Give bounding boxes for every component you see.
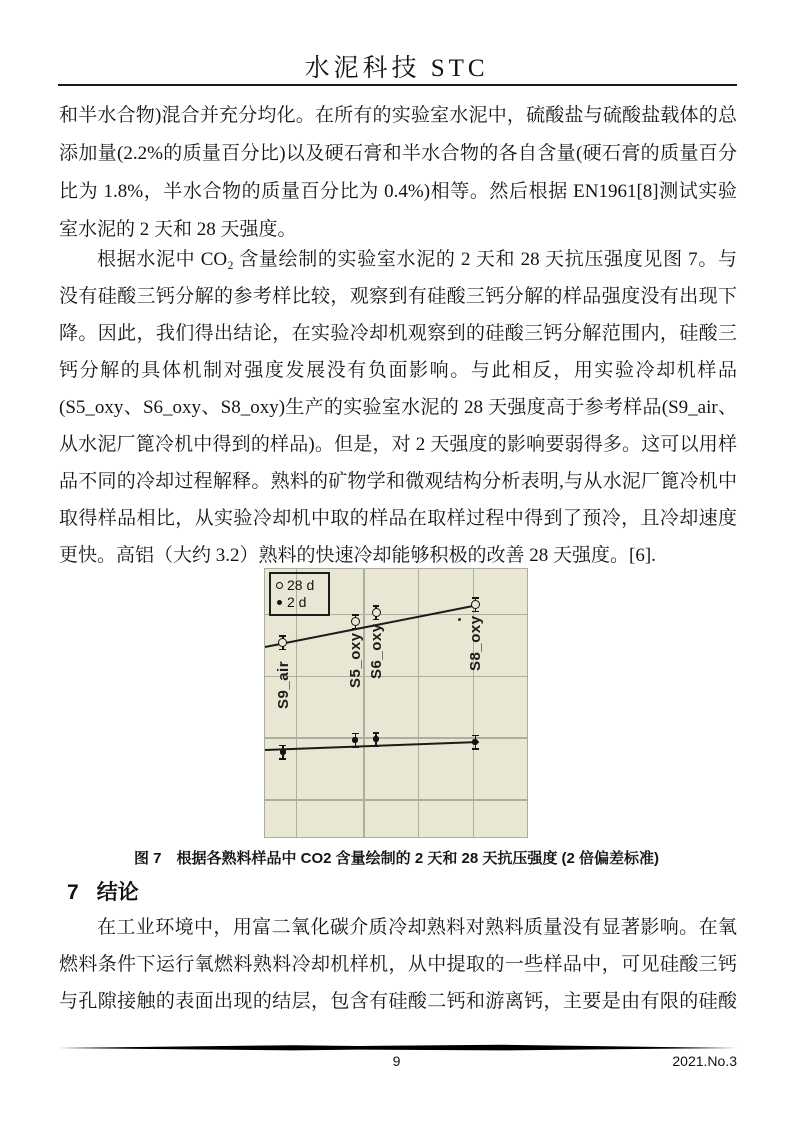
text-line: 钙分解的具体机制对强度发展没有负面影响。与此相反，用实验冷却机样品 (59, 360, 737, 381)
data-point-28d (372, 608, 381, 617)
paragraph-2 (59, 241, 737, 574)
page-number: 9 (392, 1053, 401, 1069)
section-heading (67, 876, 139, 906)
legend-label: 2 d (287, 594, 307, 610)
figure-plot (265, 569, 527, 837)
sample-label: S8_oxy (467, 615, 485, 671)
text-line: 在工业环境中，用富二氧化碳介质冷却熟料对熟料质量没有显著影响。在氧 (97, 917, 737, 938)
journal-title: 水泥科技 STC (304, 55, 489, 82)
data-point-28d (471, 600, 480, 609)
data-point-2d (352, 737, 358, 743)
gridline-horizontal (265, 799, 527, 801)
section-number: 7 (67, 881, 79, 904)
figure-7 (264, 568, 528, 838)
text-line: 燃料条件下运行氧燃料熟料冷却机样机，从中提取的一些样品中，可见硅酸三钙 (59, 954, 737, 975)
text-line: 室水泥的 2 天和 28 天强度。 (59, 219, 297, 240)
text-line: 取得样品相比，从实验冷却机中取的样品在取样过程中得到了预冷，且冷却速度 (59, 508, 737, 529)
text-line: 降。因此，我们得出结论，在实验冷却机观察到的硅酸三钙分解范围内，硅酸三 (59, 323, 737, 344)
gridline-vertical (418, 569, 420, 837)
header-rule (58, 84, 737, 86)
text-line: 从水泥厂篦冷机中得到的样品)。但是，对 2 天强度的影响要弱得多。这可以用样 (59, 434, 737, 455)
footer-rule (58, 1044, 737, 1052)
data-point-28d (278, 638, 287, 647)
filled-circle-marker-icon (277, 600, 282, 605)
legend-item-2d (276, 594, 326, 611)
text-line: 与孔隙接触的表面出现的结层，包含有硅酸二钙和游离钙，主要是由有限的硅酸 (59, 991, 737, 1012)
data-point-28d (351, 617, 360, 626)
data-point-2d (280, 749, 286, 755)
scan-artifact-dot (458, 618, 461, 621)
data-point-2d (472, 739, 478, 745)
text-line: 品不同的冷却过程解释。熟料的矿物学和微观结构分析表明,与从水泥厂篦冷机中 (59, 471, 737, 492)
gridline-vertical (363, 569, 365, 837)
gridline-horizontal (265, 737, 527, 739)
text-line: (S5_oxy、S6_oxy、S8_oxy)生产的实验室水泥的 28 天强度高于参考样品(S9_air、 (59, 397, 737, 418)
legend-item-28d (276, 577, 326, 594)
section-title: 结论 (96, 881, 139, 904)
open-circle-marker-icon (276, 582, 283, 589)
paragraph-1 (59, 97, 737, 249)
sample-label: S6_oxy (368, 623, 386, 679)
sample-label: S9_air (274, 660, 292, 709)
chart-legend (269, 572, 330, 616)
gridline-horizontal (265, 676, 527, 678)
issue-label: 2021.No.3 (672, 1053, 737, 1069)
text-line: 和半水合物)混合并充分均化。在所有的实验室水泥中，硫酸盐与硫酸盐载体的总 (59, 105, 737, 126)
legend-label: 28 d (287, 577, 315, 593)
text-line: 更快。高铝（大约 3.2）熟料的快速冷却能够积极的改善 28 天强度。[6]. (59, 545, 656, 566)
paragraph-3 (59, 909, 737, 1020)
text-line: 没有硅酸三钙分解的参考样比较，观察到有硅酸三钙分解的样品强度没有出现下 (59, 286, 737, 307)
text-line: 比为 1.8%，半水合物的质量百分比为 0.4%)相等。然后根据 EN1961[8]测试实验 (59, 181, 737, 202)
text-line: 根据水泥中 CO₂ 含量绘制的实验室水泥的 2 天和 28 天抗压强度见图 7。与 (97, 249, 737, 270)
figure-caption: 图 7 根据各熟料样品中 CO2 含量绘制的 2 天和 28 天抗压强度 (2 倍偏差标准) (133, 850, 660, 867)
data-point-2d (373, 736, 379, 742)
sample-label: S5_oxy (347, 632, 365, 688)
text-line: 添加量(2.2%的质量百分比)以及硬石膏和半水合物的各自含量(硬石膏的质量百分 (59, 143, 737, 164)
